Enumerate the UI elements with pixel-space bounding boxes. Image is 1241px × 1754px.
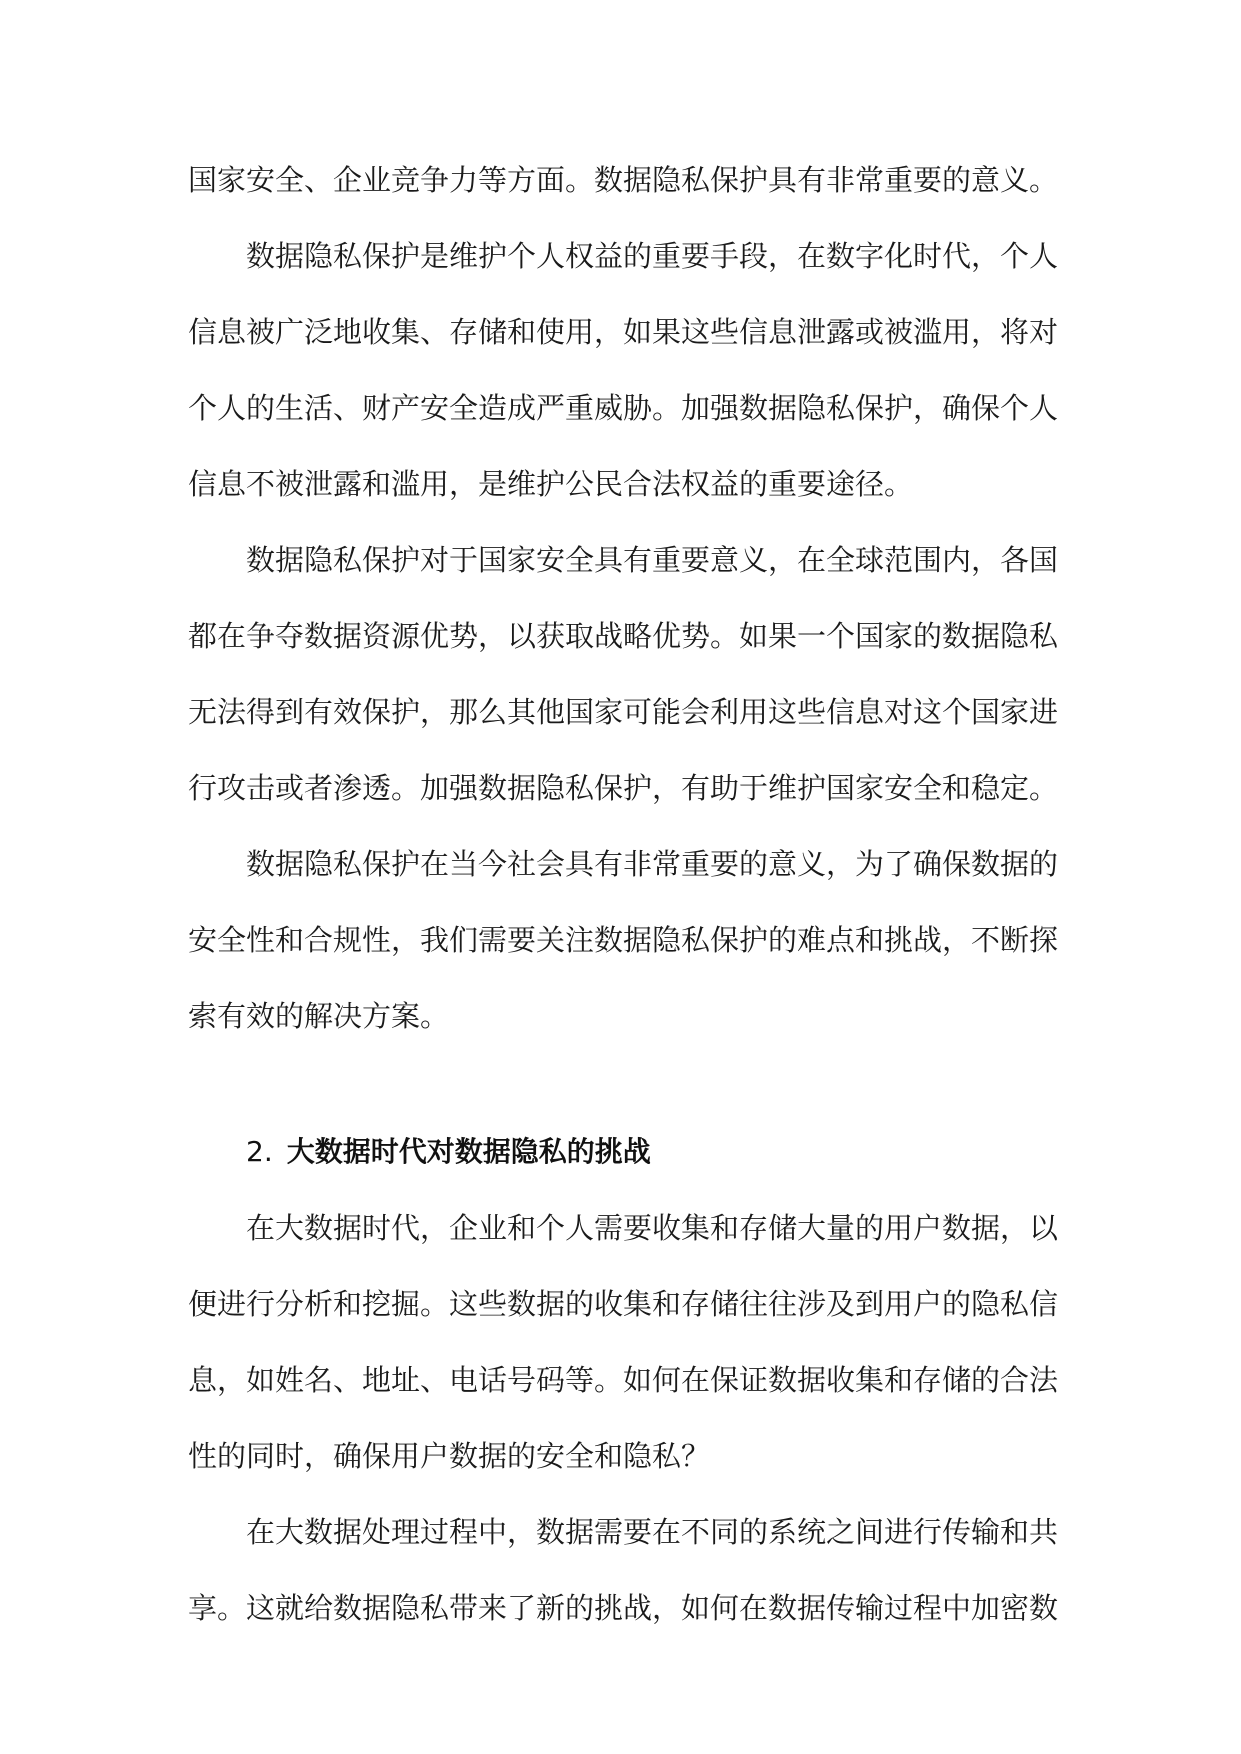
paragraph: 在大数据时代，企业和个人需要收集和存储大量的用户数据，以便进行分析和挖掘。这些数据的收集和存储往往涉及到用户的隐私信息，如姓名、地址、电话号码等。如何在保证数据收集和存储的合法性的同时，确保用户数据的安全和隐私？ [188, 1211, 1059, 1473]
document-body [188, 142, 1058, 1646]
paragraph: 在大数据处理过程中，数据需要在不同的系统之间进行传输和共享。这就给数据隐私带来了新的挑战，如何在数据传输过程中加密数 [188, 1515, 1059, 1625]
paragraph: 数据隐私保护对于国家安全具有重要意义，在全球范围内，各国都在争夺数据资源优势，以获取战略优势。如果一个国家的数据隐私无法得到有效保护，那么其他国家可能会利用这些信息对这个国家进行攻击或者渗透。加强数据隐私保护，有助于维护国家安全和稳定。 [188, 543, 1059, 805]
section-heading [188, 1114, 1058, 1190]
paragraph: 国家安全、企业竞争力等方面。数据隐私保护具有非常重要的意义。 [188, 163, 1059, 197]
paragraph: 数据隐私保护是维护个人权益的重要手段，在数字化时代，个人信息被广泛地收集、存储和使用，如果这些信息泄露或被滥用，将对个人的生活、财产安全造成严重威胁。加强数据隐私保护，确保个人信息不被泄露和滥用，是维护公民合法权益的重要途径。 [188, 239, 1059, 501]
section-number: 2. [246, 1135, 273, 1168]
paragraph: 数据隐私保护在当今社会具有非常重要的意义，为了确保数据的安全性和合规性，我们需要关注数据隐私保护的难点和挑战，不断探索有效的解决方案。 [188, 847, 1059, 1033]
section-title: 大数据时代对数据隐私的挑战 [286, 1135, 651, 1168]
